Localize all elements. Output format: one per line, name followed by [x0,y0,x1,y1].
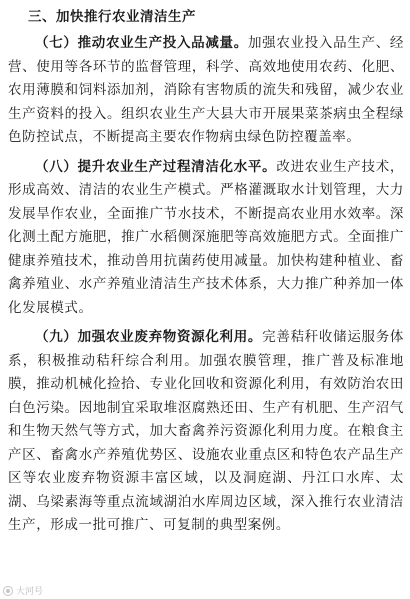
section-title: 三、加快推行农业清洁生产 [28,9,196,25]
watermark-logo-icon [3,586,13,596]
paragraph-7-body: 加强农业投入品生产、经营、使用等各环节的监督管理，科学、高效地使用农药、化肥、农用薄膜和饲料添加剂，消除有害物质的流失和残留，减少农业生产资料的投入。组织农业生产大县大市开展果菜茶病虫全程绿色防控试点，不断提高主要农作物病虫绿色防控覆盖率。 [8,35,404,145]
paragraph-9 [8,326,404,538]
paragraph-8-body: 改进农业生产技术，形成高效、清洁的农业生产模式。严格灌溉取水计划管理，大力发展旱作农业，全面推广节水技术，不断提高农业用水效率。深化测土配方施肥，推广水稻侧深施肥等高效施肥方式。全面推广健康养殖技术，推动兽用抗菌药使用减量。加快构建种植业、畜禽养殖业、水产养殖业清洁生产技术体系，大力推广种养加一体化发展模式。 [8,158,404,316]
paragraph-8-lead: （八）提升农业生产过程清洁化水平。 [35,158,277,175]
paragraph-8 [8,156,404,321]
paragraph-7 [8,32,404,150]
watermark [3,584,43,597]
paragraph-9-lead: （九）加强农业废弃物资源化利用。 [35,329,263,345]
paragraph-9-body: 完善秸秆收储运服务体系，积极推动秸秆综合利用。加强农膜管理，推广普及标准地膜，推动机械化捡拾、专业化回收和资源化利用，有效防治农田白色污染。因地制宜采取堆沤腐熟还田、生产有机肥、生产沼气和生物天然气等方式，加大畜禽养污资源化利用力度。在粮食主产区、畜禽水产养殖优势区、设施农业重点区和特色农产品生产区等农业废弃物资源丰富区域，以及洞庭湖、丹江口水库、太湖、乌梁素海等重点流域湖泊水库周边区域，深入推行农业清洁生产，形成一批可推广、可复制的典型案例。 [8,329,405,533]
watermark-text: 大河号 [16,587,44,597]
paragraph-7-lead: （七）推动农业生产投入品减量。 [35,35,248,51]
